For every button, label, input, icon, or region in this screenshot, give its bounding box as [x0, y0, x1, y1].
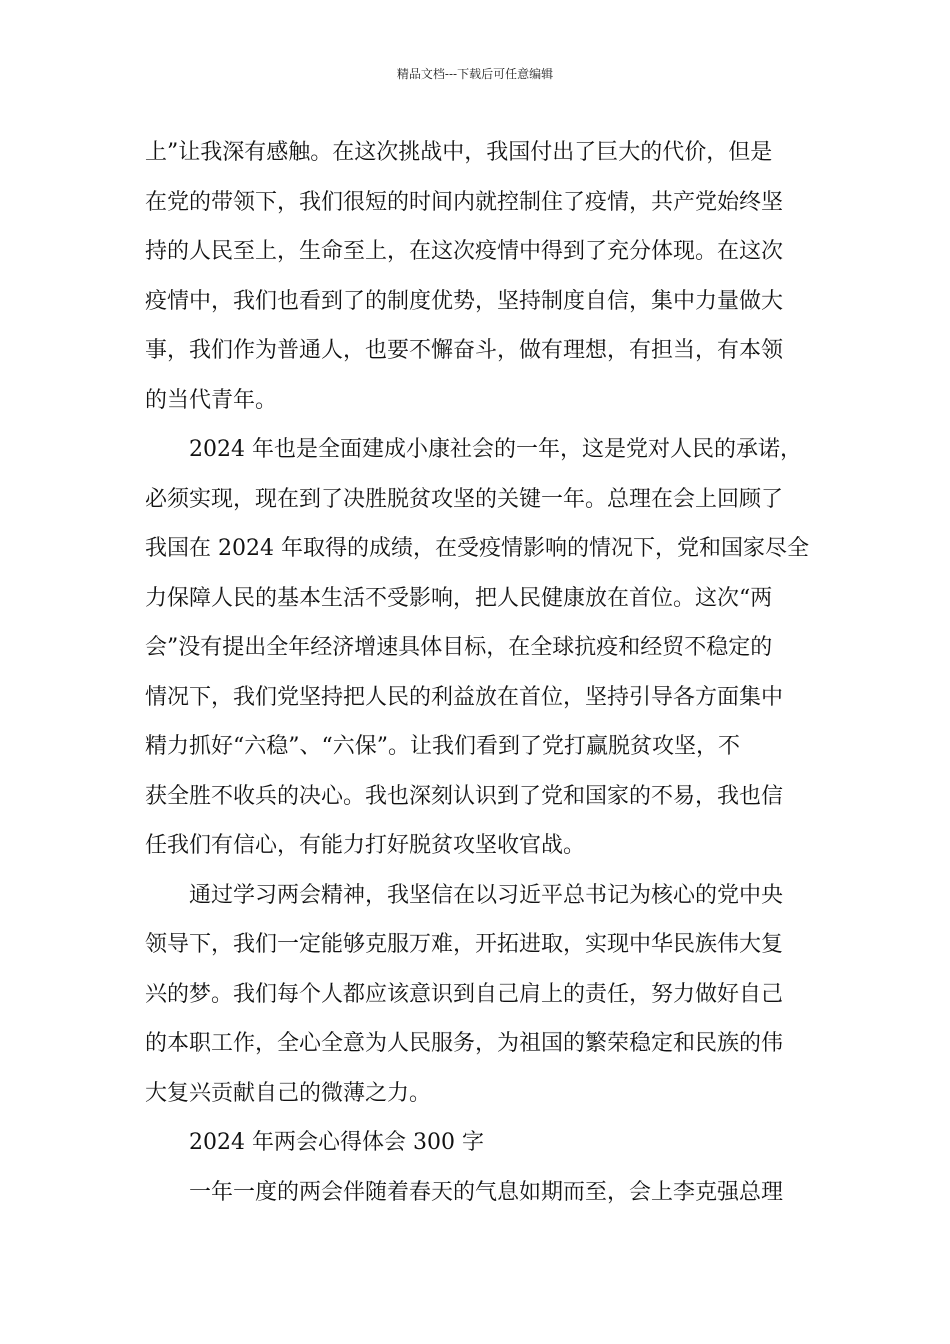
text-line: 会”没有提出全年经济增速具体目标，在全球抗疫和经贸不稳定的	[145, 635, 773, 660]
text-line: 任我们有信心，有能力打好脱贫攻坚收官战。	[145, 833, 586, 858]
text-line: 疫情中，我们也看到了的制度优势，坚持制度自信，集中力量做大	[145, 288, 784, 314]
text-line: 我国在 2024 年取得的成绩，在受疫情影响的情况下，党和国家尽全	[145, 536, 809, 561]
text-line: 一年一度的两会伴随着春天的气息如期而至，会上李克强总理	[189, 1179, 784, 1205]
paragraph	[145, 871, 815, 1119]
text-line: 情况下，我们党坚持把人民的利益放在首位，坚持引导各方面集中	[145, 684, 784, 710]
paragraph	[145, 425, 815, 871]
page-header: 精品文档---下载后可任意编辑	[396, 67, 554, 81]
text-line: 上”让我深有感触。在这次挑战中，我国付出了巨大的代价，但是	[145, 140, 773, 165]
paragraph	[145, 1168, 815, 1218]
text-line: 的当代青年。	[145, 387, 278, 413]
text-line: 兴的梦。我们每个人都应该意识到自己肩上的责任，努力做好自己	[145, 981, 784, 1007]
text-line: 2024 年也是全面建成小康社会的一年，这是党对人民的承诺，	[189, 437, 802, 462]
paragraph	[145, 128, 815, 425]
text-line: 大复兴贡献自己的微薄之力。	[145, 1080, 432, 1106]
text-line: 的本职工作，全心全意为人民服务，为祖国的繁荣稳定和民族的伟	[145, 1031, 784, 1056]
text-line: 精力抓好“六稳”、“六保”。让我们看到了党打赢脱贫攻坚，不	[145, 734, 740, 759]
document-body	[145, 128, 815, 1217]
text-line: 力保障人民的基本生活不受影响，把人民健康放在首位。这次“两	[145, 585, 773, 611]
text-line: 领导下，我们一定能够克服万难，开拓进取，实现中华民族伟大复	[145, 932, 784, 957]
text-line: 通过学习两会精神，我坚信在以习近平总书记为核心的党中央	[189, 882, 784, 908]
text-line: 事，我们作为普通人，也要不懈奋斗，做有理想，有担当，有本领	[145, 338, 784, 363]
text-line: 在党的带领下，我们很短的时间内就控制住了疫情，共产党始终坚	[145, 189, 784, 215]
text-line: 2024 年两会心得体会 300 字	[189, 1130, 484, 1155]
text-line: 获全胜不收兵的决心。我也深刻认识到了党和国家的不易，我也信	[145, 783, 784, 809]
text-line: 必须实现，现在到了决胜脱贫攻坚的关键一年。总理在会上回顾了	[145, 486, 784, 512]
text-line: 持的人民至上，生命至上，在这次疫情中得到了充分体现。在这次	[145, 239, 784, 264]
section-heading	[145, 1118, 815, 1168]
